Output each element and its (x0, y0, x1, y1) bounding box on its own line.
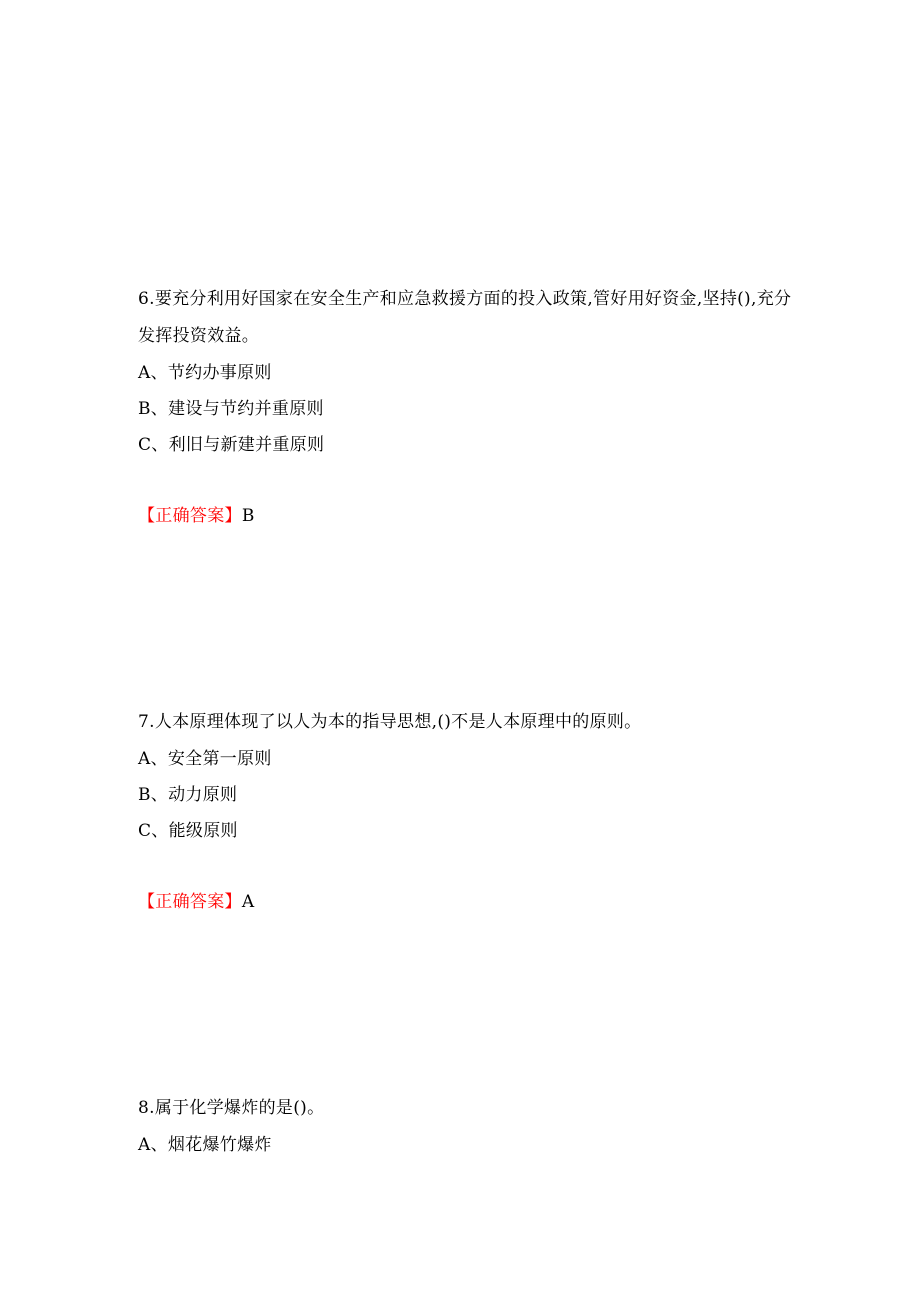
answer-value: A (241, 892, 255, 912)
option-b: B、动力原则 (138, 785, 238, 805)
correct-answer (138, 884, 798, 920)
option-b: B、建设与节约并重原则 (138, 399, 324, 419)
question-8 (138, 1090, 798, 1163)
question-stem: 6.要充分利用好国家在安全生产和应急救援方面的投入政策,管好用好资金,坚持(),充分发挥投资效益。 (138, 289, 792, 346)
option-a: A、安全第一原则 (138, 749, 272, 769)
question-7 (138, 704, 798, 920)
answer-label: 【正确答案】 (138, 506, 242, 526)
correct-answer (138, 498, 798, 534)
option-a: A、烟花爆竹爆炸 (138, 1135, 272, 1155)
question-stem: 7.人本原理体现了以人为本的指导思想,()不是人本原理中的原则。 (138, 712, 642, 732)
answer-label: 【正确答案】 (138, 892, 242, 912)
option-c: C、利旧与新建并重原则 (138, 435, 325, 455)
question-stem: 8.属于化学爆炸的是()。 (138, 1098, 325, 1118)
option-c: C、能级原则 (138, 821, 238, 841)
question-6 (138, 281, 798, 534)
answer-value: B (241, 506, 255, 526)
option-a: A、节约办事原则 (138, 363, 272, 383)
